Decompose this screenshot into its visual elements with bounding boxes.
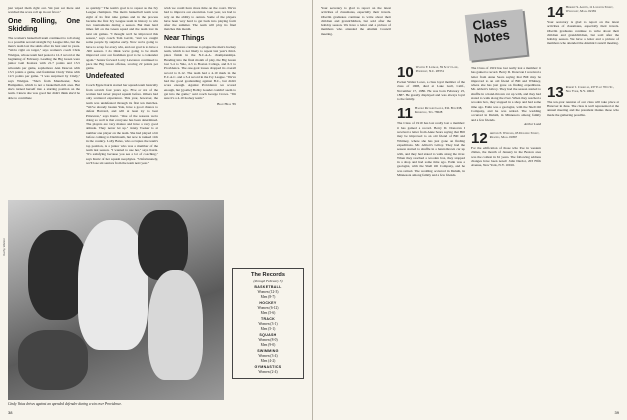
records-line: Women (3-1) (258, 322, 278, 326)
records-line: Women (8-0) (258, 338, 278, 342)
right-page (312, 0, 627, 420)
records-sport: TRACK (260, 317, 276, 321)
class-note-body: Pocket Walter Lowe, a class loyal member of the class of 1908, died at Lake Gull, Calif., November 17, 1980. He was born February 25, 1887. He greatly displayed and was always loyal to the family. (397, 80, 465, 102)
records-sport: SWIMMING (257, 349, 279, 353)
records-sport: BASKETBALL (254, 285, 282, 289)
right-column-3 (471, 66, 541, 168)
records-line: Women (12-3) (257, 290, 279, 294)
article-byline: Brad Hills '65 (217, 101, 236, 106)
records-line: Women (3-4) (258, 354, 278, 358)
page-number-left: 38 (8, 410, 13, 415)
class-note-body: The Class of 1919 has lost really lost a member: it has gained a record. Berry D. Donovan I received a letter from Anne Sears saying that Bill may be improved to an old friend of Bill and Whitney, where she has just gone on finding expeditions. Mr. Abbott's Gilroy. They had the season started to shuffle in a hand-thrown car up with, and they had stated to walk along the river. When they reached a wooden box, they stopped in a shop and had some time ago. Ealin was a geologist, with the Shell Oil Company, and he was retired. The wedding occurred in Duluth, in Minnesota among family and a few friends. (397, 121, 465, 178)
right-column-1 (321, 6, 391, 36)
right-column-2 (397, 66, 465, 177)
class-notes-title: Class Notes (471, 14, 511, 47)
right-column-4 (547, 6, 619, 117)
class-notes-header (463, 6, 533, 62)
records-sport: HOCKEY (259, 301, 277, 305)
records-line: Women (6-12) (257, 306, 279, 310)
class-note-signature: Arthur Lund (524, 121, 541, 126)
records-sport: SQUASH (259, 333, 277, 337)
section-body-one-rolling: The women's basketball team continued to roll along to a possible second straight Ivy League title, but the men's team lost the skids after its best start in years. "We're right on target," says women's coach Chris Wielgus, whose team had posted a 12-3 record at the beginning of February. Leading the Big Green were junior Gail Koziara with 21.7 points and 13.5 rebounds per game, sophomore Ann Deacon with 13.5 points a game, and freshman Cindy Vaias with 12.5 points per game. "I was surprised by Cindy," says Wielgus. "She's from Manchester, New Hampshire, which is not a basketball-rich area. But she's turned herself into a starting position on the team. I knew she was good but didn't think she'd be able to contribute (8, 35, 80, 100)
section-headline-near-things: Near Things (164, 34, 205, 42)
class-secretary-address: Robert J. Corrigan, 237 East 70th St., New York, N.Y. 10021 (565, 84, 615, 93)
class-note-body: Your secretary is glad to report on the latest activities of classmates, especially their travels. Oberlin graduates continue to write about their children and grandchildren, but sold after the holiday season. We have a letter and a picture of members who attended the Alumni Council meeting. (547, 20, 619, 46)
class-secretary-address: Herbert S. Austin, 11 Longdon Street, Wellesley, Mass. 02181 (565, 5, 614, 13)
left-column-3 (164, 6, 236, 166)
class-year-13: 13 (547, 83, 564, 101)
class-year-10: 10 (397, 64, 414, 81)
class-note-body: The ten-year reunion of our class will take place at Hanover in June. The class is well represented at the annual meeting and the president thanks those who made the gathering possible. (547, 99, 619, 117)
left-column-2 (86, 6, 158, 166)
left-page (0, 0, 312, 420)
records-line: Men (9-0) (260, 343, 276, 347)
column-3-text: wish we could have more time on the court. We've had to improve our execution. Last year, we had to rely on the ability to outrun. Some of the players have been very hard to get back into playing form after the summer. The team will play its final matches this month. (164, 6, 236, 32)
class-year-14: 14 (547, 4, 564, 21)
column-2-text: so quickly." The team's goal is to repeat as the Ivy League champion. The men's basketball team won eight of its first nine games and in the process became the first Ivy League team in history to win two tournaments during a season. But then hard times fell on the Green squad and the team lost its next six games. "I thought we'd be improved this season," says coach Tom Gavitt, "and we caught some people by surprise early. Now we're going to have to scrap for every win, and our goal is to have a .500 season. I do think we're going to be much improved over our freshman goal to be a contender again." Senior forward Larry Lawrence continued to pace the Big Green offense, scoring 22 points per game. (86, 6, 158, 71)
left-columns (8, 6, 306, 166)
page-number-right: 39 (614, 410, 619, 415)
section-headline-one-rolling: One Rolling, One Skidding (8, 17, 80, 33)
records-line: Men (8-7) (260, 295, 276, 299)
section-headline-undefeated: Undefeated (86, 73, 125, 81)
records-sport: GYMNASTICS (254, 365, 282, 369)
class-note-body: For the edification of those who live in western climes, the month of January in the Boston area was the coldest in 61 years. The following address changes have been noted: John Dardot, 203 Fifth Avenue, New York, N.Y. 10016. (471, 146, 541, 168)
records-line: Men (5-6) (260, 311, 276, 315)
class-year-12: 12 (471, 130, 488, 148)
records-line: Women (2-4) (258, 370, 278, 374)
records-subtitle: (through February 5) (253, 279, 283, 283)
class-secretary-address: Walter F. Lehman, 59 Scott Lane, Pinehurst, N.C. 28374 (415, 65, 459, 73)
class-secretary-address: Harold Richard Gaule, P.O. Box 638, Kerrville, Tex. 78028 (414, 106, 463, 115)
class-note-body: The Class of 1919 has lost really lost a member: it has gained a record. Berry D. Donovan I received a letter from Anne Sears saying that Bill may be improved to an old friend of Bill and Whitney, where she has just gone on finding expeditions. Mr. Abbott's Gilroy. They had the season started to shuffle in a hand-thrown car up with, and they had stated to walk along the river. When they reached a wooden box, they stopped in a shop and had some time ago. Ealin was a geologist, with the Shell Oil Company, and he was retired. The wedding occurred in Duluth, in Minnesota among family and a few friends. (471, 66, 541, 122)
basketball-photo (8, 200, 224, 400)
class-year-11: 11 (397, 105, 413, 123)
records-title: The Records (251, 272, 285, 278)
photo-credit: Kathy Walton (2, 238, 6, 256)
class-secretary-address: Arthur E. Wheeler, 65 Downing Street, Reading, Mass. 01867 (489, 131, 540, 139)
left-column-1 (8, 6, 80, 166)
section-body-undefeated: Coach Eppie Kurtz started her squash team basically from scratch four years ago. Five or six of the women had never played squash before. Others had only scattered experience. This year, however, the team was undefeated through its first ten matches. "We've already beaten Yale, have a good chance to defeat Harvard, and will at least try to beat Princeton," says Kurtz. "One of the reasons we're doing so well is that everyone has been determined. The players are very mature and have a very good attitude. They never let up." Jenny Tooker is at number one player on the team. She had played a bit before coming to Dartmouth, but now is ranked 11th in the country. Lolly Bates, who occupies the team's top position, is a junior who was a member of the team last season. "I wanted to use her," says Kurtz. "It's satisfying because you see a lot of coaching," says Kurtz of her squash neophytes. "Unfortunately, we'll lose six seniors from the team next year." (86, 83, 158, 165)
class-note-body: Your secretary is glad to report on the latest activities of classmates, especially their travels. Oberlin graduates continue to write about their children and grandchildren, but sold after the holiday season. We have a letter and a picture of members who attended the Alumni Council meeting. (321, 6, 391, 36)
records-box (232, 268, 304, 379)
section-body-near-things: Close decisions continue to plague the men's hockey team, which is not likely to repeat last year's third-place finish in the N.C.A.A. championships. Heading into the final month of play, the Big Green lost 5-4 to Yale, 4-3 to Boston College, and 6-5 to Providence. The one-goal losses dropped its overall record to 6-12. The team had a 4-10 mark in the E.C.A.C. and a 3-4 record in the Ivy League. "We've had the good goaltending against B.C., but didn't score enough. Against Providence we scored enough, but [goalie] Bobby Gaudet couldn't seem to get into the game," said coach George Crowe. "I'm sure it's a 4-10 hockey team." (164, 44, 236, 101)
photo-caption: Cindy Vaias drives against an upended defender during a win over Providence. (8, 402, 123, 406)
records-line: Men (5-1) (260, 327, 276, 331)
records-line: Men (4-2) (260, 359, 276, 363)
intro-text: just wiped them right out. We just sat there and watched the score roll up in our favor." (8, 6, 80, 15)
